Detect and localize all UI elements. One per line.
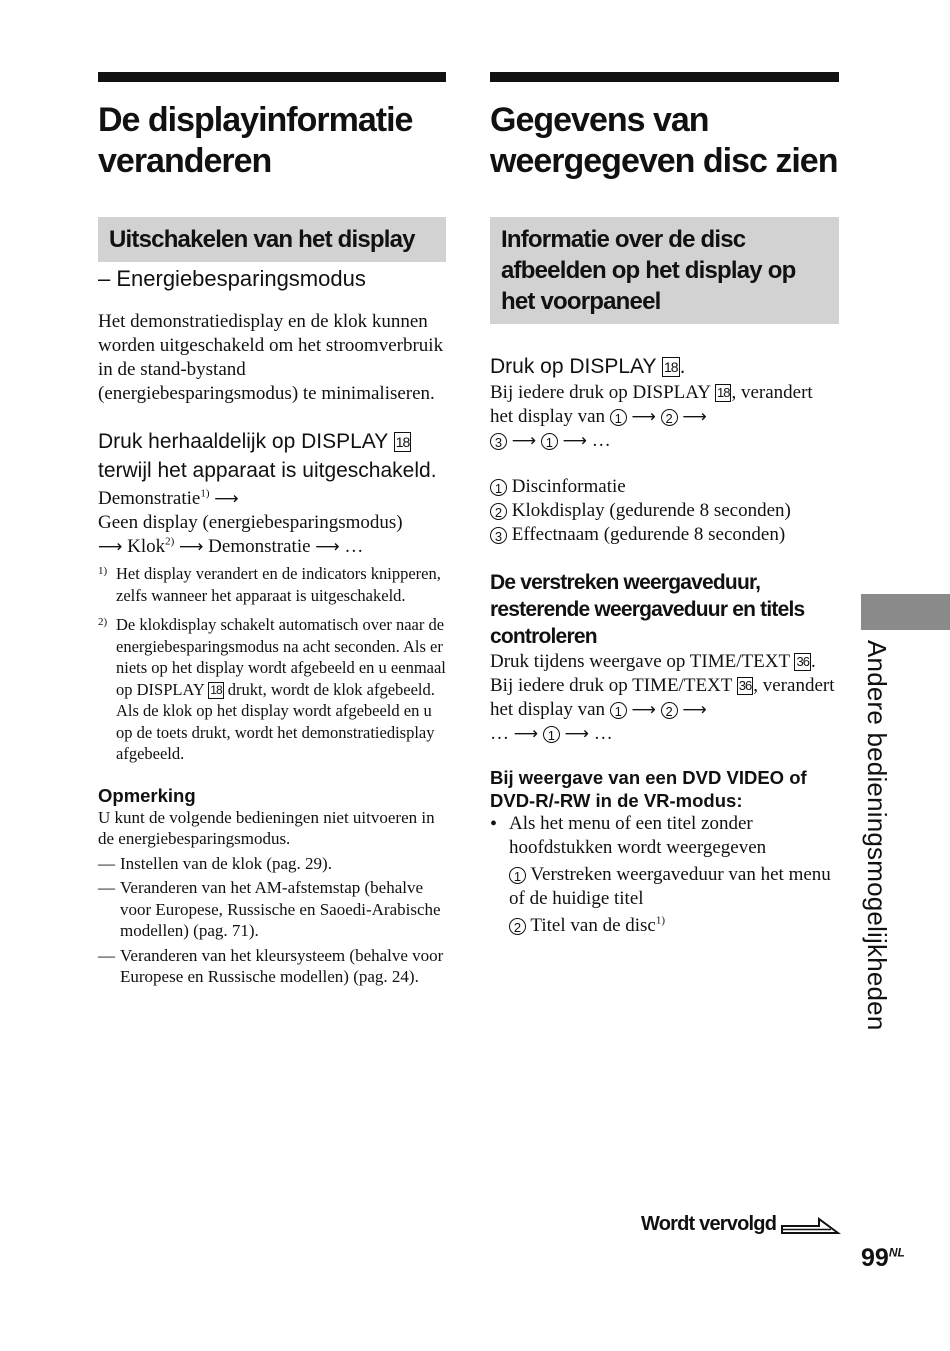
footnote-1 <box>98 563 446 606</box>
section-rule <box>98 72 446 82</box>
item-text: Klokdisplay (gedurende 8 seconden) <box>511 500 791 521</box>
dvd-heading: Bij weergave van een DVD VIDEO of DVD-R/-RW in de VR-modus: <box>490 767 807 811</box>
intro-paragraph: Het demonstratiedisplay en de klok kunnen worden uitgeschakeld om het stroomverbruik in de stand-bystand (energiebesparingsmodus) te minimaliseren. <box>98 311 444 404</box>
ellipsis: … <box>490 723 509 744</box>
ellipsis: … <box>591 430 611 451</box>
cycle-text-mid: , verandert het display van <box>490 382 813 427</box>
bullet-icon: • <box>490 813 498 835</box>
footnote-2 <box>98 614 446 765</box>
note-item-text: Instellen van de klok (pag. 29). <box>120 853 332 873</box>
footnote-text-a: De klokdisplay schakelt automatisch over naar de energiebesparingsmodus na acht seconden. Als er niets op het display wordt afgebeeld en u eenmaal op DISPLAY <box>116 615 446 699</box>
arrow-right-icon: ⟶ <box>315 537 340 557</box>
circled-1: 1 <box>490 479 507 496</box>
display-sequence <box>98 487 446 559</box>
ellipsis: … <box>593 723 613 744</box>
arrow-right-icon: ⟶ <box>562 431 587 451</box>
circled-2: 2 <box>661 702 678 719</box>
footnote-ref: 2) <box>165 535 175 548</box>
footnote-ref: 1) <box>200 487 210 500</box>
page-title-left: De displayinformatie veranderen <box>98 101 413 180</box>
seq-demo: Demonstratie <box>208 536 311 557</box>
button-ref-36: 36 <box>796 654 809 669</box>
arrow-right-icon: ⟶ <box>98 537 123 557</box>
subsection-heading: De verstreken weergaveduur, resterende weergaveduur en titels controleren <box>490 571 805 648</box>
arrow-right-icon: ⟶ <box>513 724 539 744</box>
section-heading: Informatie over de disc afbeelden op het display op het voorpaneel <box>490 217 839 324</box>
section-subtitle: – Energiebesparingsmodus <box>98 266 366 291</box>
arrow-right-icon: ⟶ <box>179 537 204 557</box>
right-column <box>490 72 839 938</box>
button-ref-36: 36 <box>738 678 752 693</box>
bullet-item <box>490 812 839 860</box>
time-text-step <box>490 650 839 674</box>
cycle-text-mid: , verandert het display van <box>490 675 835 720</box>
bullet-text: Als het menu of een titel zonder hoofdstukken wordt weergegeven <box>509 813 767 858</box>
item-text: Effectnaam (gedurende 8 seconden) <box>511 524 786 545</box>
arrow-right-icon: ⟶ <box>511 431 537 451</box>
dvd-item-text: Verstreken weergaveduur van het menu of de huidige titel <box>509 864 831 909</box>
step-instruction <box>490 352 839 381</box>
button-ref-18: 18 <box>210 682 222 697</box>
seq-no-display: Geen display (energiebesparingsmodus) <box>98 512 403 533</box>
arrow-right-icon: ⟶ <box>682 407 707 427</box>
dvd-item <box>509 863 839 911</box>
circled-1: 1 <box>543 726 560 743</box>
continue-arrow-icon <box>781 1214 841 1236</box>
footnote-marker: 1) <box>98 565 108 577</box>
cycle-text: Bij iedere druk op DISPLAY <box>490 382 711 403</box>
footnote-text-b: drukt, wordt de klok afgebeeld. Als de klok op het display wordt afgebeeld en u op de toets drukt, wordt het demonstratiedisplay afgebeeld. <box>116 679 435 763</box>
footnote-text: Het display verandert en de indicators knipperen, zelfs wanneer het apparaat is uitgeschakeld. <box>116 564 441 605</box>
footnote-marker: 2) <box>98 616 108 628</box>
circled-3: 3 <box>490 433 507 450</box>
arrow-right-icon: ⟶ <box>214 489 239 509</box>
page-suffix: NL <box>888 1245 905 1260</box>
dash: — <box>98 853 115 873</box>
button-ref-18: 18 <box>395 434 410 450</box>
arrow-right-icon: ⟶ <box>631 700 656 720</box>
footnote-text <box>116 614 446 765</box>
page-number-value: 99 <box>861 1244 889 1272</box>
step-text-end: . <box>679 355 686 378</box>
arrow-right-icon: ⟶ <box>682 700 707 720</box>
continued-text: Wordt vervolgd <box>641 1213 777 1235</box>
arrow-right-icon: ⟶ <box>631 407 656 427</box>
display-item <box>490 475 839 499</box>
item-text: Discinformatie <box>511 476 626 497</box>
step-text: Druk op DISPLAY <box>490 355 657 378</box>
circled-2: 2 <box>490 503 507 520</box>
arrow-right-icon: ⟶ <box>564 724 589 744</box>
note-item-text: Veranderen van het AM-afstemstap (behalve voor Europese, Russische en Saoedi-Arabische modellen) (pag. 71). <box>120 878 441 940</box>
chapter-label: Andere bedieningsmogelijkheden <box>862 640 892 1031</box>
circled-2: 2 <box>509 918 526 935</box>
dash: — <box>98 878 115 897</box>
dash: — <box>98 945 115 965</box>
note-item <box>98 877 446 942</box>
step-instruction <box>98 427 446 485</box>
circled-1: 1 <box>509 867 526 884</box>
circled-3: 3 <box>490 527 507 544</box>
seq-ellipsis: … <box>344 536 364 557</box>
note-item <box>98 853 446 875</box>
step-text: Druk herhaaldelijk op DISPLAY <box>98 430 388 453</box>
time-text-cycle <box>490 674 839 746</box>
note-text: U kunt de volgende bedieningen niet uitvoeren in de energiebesparingsmodus. <box>98 807 435 848</box>
cycle-text: Bij iedere druk op TIME/TEXT <box>490 675 733 696</box>
dvd-item-text: Titel van de disc <box>530 915 656 936</box>
time-text: Druk tijdens weergave op TIME/TEXT <box>490 651 790 672</box>
button-ref-18: 18 <box>717 385 730 400</box>
section-heading: Uitschakelen van het display <box>98 217 446 262</box>
seq-clock: Klok <box>127 536 166 557</box>
chapter-tab <box>861 594 950 630</box>
section-rule <box>490 72 839 82</box>
circled-1: 1 <box>541 433 558 450</box>
footnote-ref: 1) <box>655 914 666 927</box>
dvd-item <box>509 914 839 938</box>
note-heading: Opmerking <box>98 784 196 806</box>
step-text-cont: terwijl het apparaat is uitgeschakeld. <box>98 459 437 482</box>
circled-1: 1 <box>610 702 627 719</box>
continued-indicator <box>641 1213 841 1236</box>
circled-2: 2 <box>661 409 678 426</box>
circled-1: 1 <box>610 409 627 426</box>
note-item-text: Veranderen van het kleursysteem (behalve voor Europese en Russische modellen) (pag. 24). <box>120 945 444 986</box>
page-number <box>861 1244 905 1273</box>
time-text-end: . <box>810 651 816 672</box>
display-cycle <box>490 381 839 453</box>
button-ref-18: 18 <box>663 359 678 375</box>
left-column <box>98 72 446 988</box>
display-item <box>490 499 839 523</box>
seq-demo: Demonstratie <box>98 488 201 509</box>
display-item <box>490 523 839 547</box>
note-item <box>98 945 446 988</box>
display-items <box>490 475 839 547</box>
page-title-right: Gegevens van weergegeven disc zien <box>490 101 838 180</box>
